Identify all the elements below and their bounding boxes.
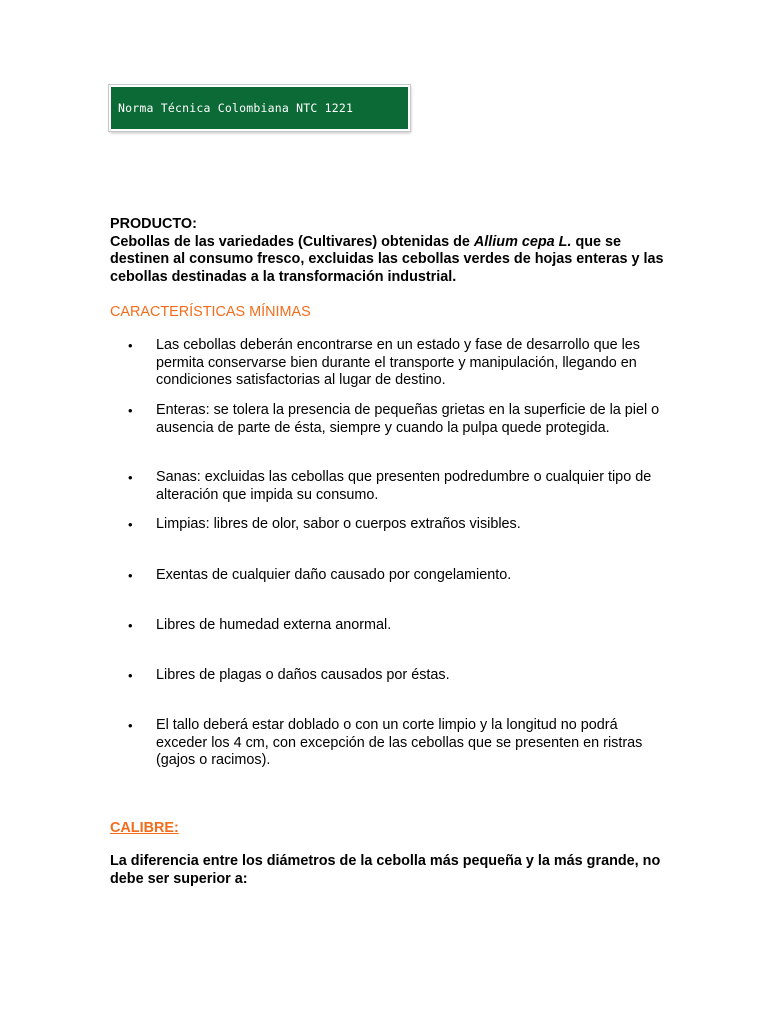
bullet-icon: • (128, 668, 133, 683)
list-item-text: Libres de plagas o daños causados por éstas. (156, 667, 450, 683)
list-item-text: El tallo deberá estar doblado o con un corte limpio y la longitud no podrá exceder los 4 cm, con excepción de las cebollas que se presenten en ristras (gajos o racimos). (156, 717, 643, 768)
list-item-text: Exentas de cualquier daño causado por congelamiento. (156, 567, 512, 583)
list-item (128, 402, 668, 437)
product-description-before: Cebollas de las variedades (Cultivares) obtenidas de (110, 233, 474, 250)
standard-banner-background (111, 87, 408, 129)
list-item (128, 667, 668, 685)
bullet-icon: • (128, 403, 133, 418)
list-item (128, 337, 668, 390)
calibre-text: La diferencia entre los diámetros de la cebolla más pequeña y la más grande, no debe ser superior a: (110, 853, 661, 887)
standard-title: Norma Técnica Colombiana NTC 1221 (118, 101, 354, 115)
bullet-icon: • (128, 718, 133, 733)
calibre-heading: CALIBRE: (110, 820, 179, 836)
list-item (128, 567, 668, 585)
bullet-icon: • (128, 470, 133, 485)
bullet-icon: • (128, 568, 133, 583)
product-description-after: que se destinen al consumo fresco, excluidas las cebollas verdes de hojas enteras y las cebollas destinadas a la transformación industrial. (110, 233, 664, 285)
list-item (128, 617, 668, 635)
minimum-characteristics-heading: CARACTERÍSTICAS MÍNIMAS (110, 304, 311, 320)
product-label: PRODUCTO: (110, 216, 197, 232)
list-item-text: Enteras: se tolera la presencia de pequeñas grietas en la superficie de la piel o ausencia de parte de ésta, siempre y cuando la pulpa quede protegida. (156, 402, 660, 436)
list-item-text: Las cebollas deberán encontrarse en un estado y fase de desarrollo que les permita conservarse bien durante el transporte y manipulación, llegando en condiciones satisfactorias al lugar de destino. (156, 337, 641, 388)
standard-banner (109, 85, 410, 131)
bullet-icon: • (128, 338, 133, 353)
list-item (128, 469, 668, 504)
product-description (110, 234, 670, 287)
bullet-icon: • (128, 517, 133, 532)
list-item (128, 516, 668, 534)
bullet-icon: • (128, 618, 133, 633)
list-item-text: Sanas: excluidas las cebollas que presenten podredumbre o cualquier tipo de alteración que impida su consumo. (156, 469, 652, 503)
product-section (110, 216, 670, 286)
list-item (128, 717, 668, 770)
species-name: Allium cepa L. (473, 233, 572, 250)
list-item-text: Libres de humedad externa anormal. (156, 617, 392, 633)
list-item-text: Limpias: libres de olor, sabor o cuerpos extraños visibles. (156, 516, 521, 532)
